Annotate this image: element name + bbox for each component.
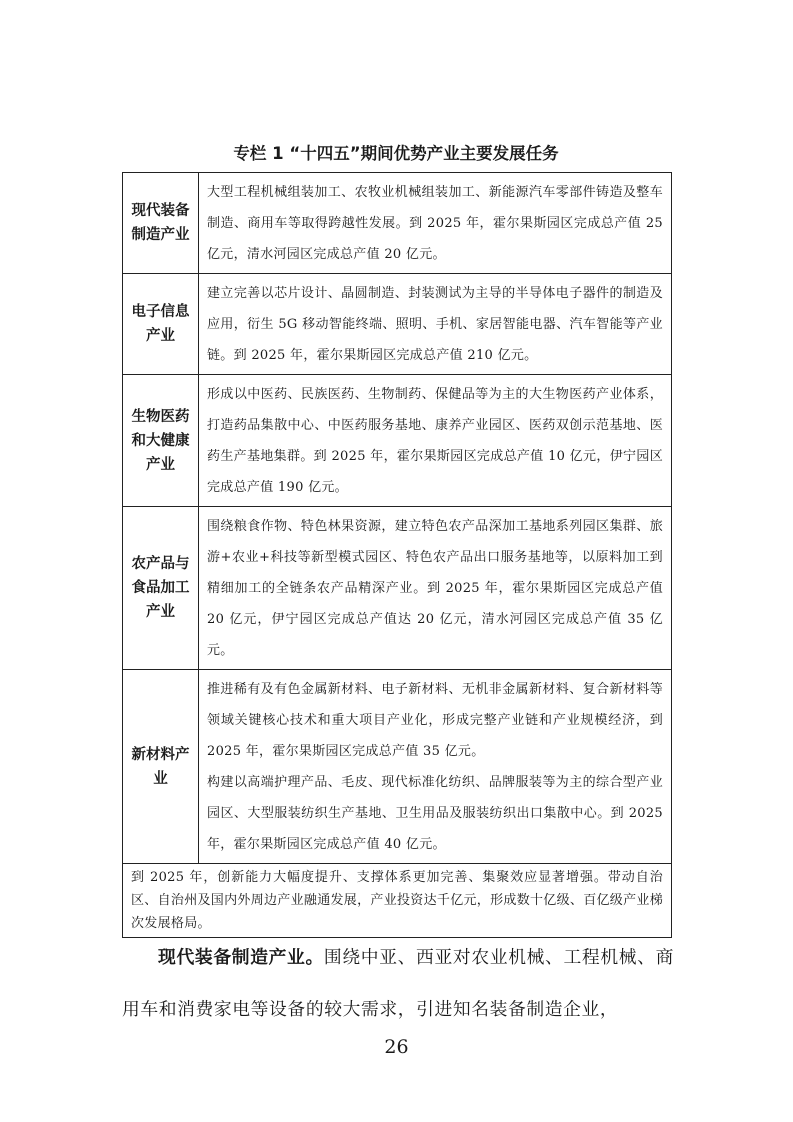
description-text: 形成以中医药、民族医药、生物制药、保健品等为主的大生物医药产业体系，打造药品集散中心、中医药服务基地、康养产业园区、医药双创示范基地、医药生产基地集群。到 2025 年，霍尔果斯园区完成总产值 10 亿元，伊宁园区完成总产值 190 亿元。	[207, 387, 663, 495]
table-summary-row	[123, 864, 672, 938]
paragraph-lead: 现代装备制造产业。	[158, 947, 324, 968]
body-paragraph	[122, 932, 674, 1036]
category-cell: 生物医药和大健康产业	[123, 375, 199, 507]
description-text: 围绕粮食作物、特色林果资源，建立特色农产品深加工基地系列园区集群、旅游+农业+科技等新型模式园区、特色农产品出口服务基地等，以原料加工到精细加工的全链条农产品精深产业。到 2025 年，霍尔果斯园区完成总产值 20 亿元，伊宁园区完成总产值达 20 亿元，清水河园区完成总产值 35 亿元。	[207, 519, 663, 658]
description-text: 大型工程机械组装加工、农牧业机械组装加工、新能源汽车零部件铸造及整车制造、商用车等取得跨越性发展。到 2025 年，霍尔果斯园区完成总产值 25 亿元，清水河园区完成总产值 20 亿元。	[207, 185, 663, 262]
table-row	[123, 507, 672, 670]
description-cell	[199, 375, 672, 507]
description-text: 推进稀有及有色金属新材料、电子新材料、无机非金属新材料、复合新材料等领域关键核心技术和重大项目产业化，形成完整产业链和产业规模经济，到 2025 年，霍尔果斯园区完成总产值 35 亿元。	[207, 682, 663, 759]
description-text: 建立完善以芯片设计、晶圆制造、封装测试为主导的半导体电子器件的制造及应用，衍生 5G 移动智能终端、照明、手机、家居智能电器、汽车智能等产业链。到 2025 年，霍尔果斯园区完成总产值 210 亿元。	[207, 286, 663, 363]
table-row	[123, 274, 672, 375]
category-cell: 现代装备制造产业	[123, 173, 199, 274]
description-text: 构建以高端护理产品、毛皮、现代标准化纺织、品牌服装等为主的综合型产业园区、大型服装纺织生产基地、卫生用品及服装纺织出口集散中心。到 2025 年，霍尔果斯园区完成总产值 40 亿元。	[207, 775, 663, 852]
industry-task-table	[122, 172, 672, 938]
table-row	[123, 375, 672, 507]
summary-cell: 到 2025 年，创新能力大幅度提升、支撑体系更加完善、集聚效应显著增强。带动自治区、自治州及国内外周边产业融通发展，产业投资达千亿元，形成数十亿级、百亿级产业梯次发展格局。	[123, 864, 672, 938]
page-number: 26	[384, 1036, 409, 1058]
table-title: 专栏 1 “十四五”期间优势产业主要发展任务	[233, 144, 559, 163]
description-cell	[199, 670, 672, 864]
category-cell: 新材料产业	[123, 670, 199, 864]
description-cell	[199, 507, 672, 670]
description-cell	[199, 274, 672, 375]
category-cell: 电子信息产业	[123, 274, 199, 375]
table-row	[123, 173, 672, 274]
description-cell	[199, 173, 672, 274]
table-row	[123, 670, 672, 864]
category-cell: 农产品与食品加工产业	[123, 507, 199, 670]
paragraph-text: 围绕中亚、西亚对农业机械、工程机械、商用车和消费家电等设备的较大需求，引进知名装备制造企业，	[122, 947, 674, 1020]
